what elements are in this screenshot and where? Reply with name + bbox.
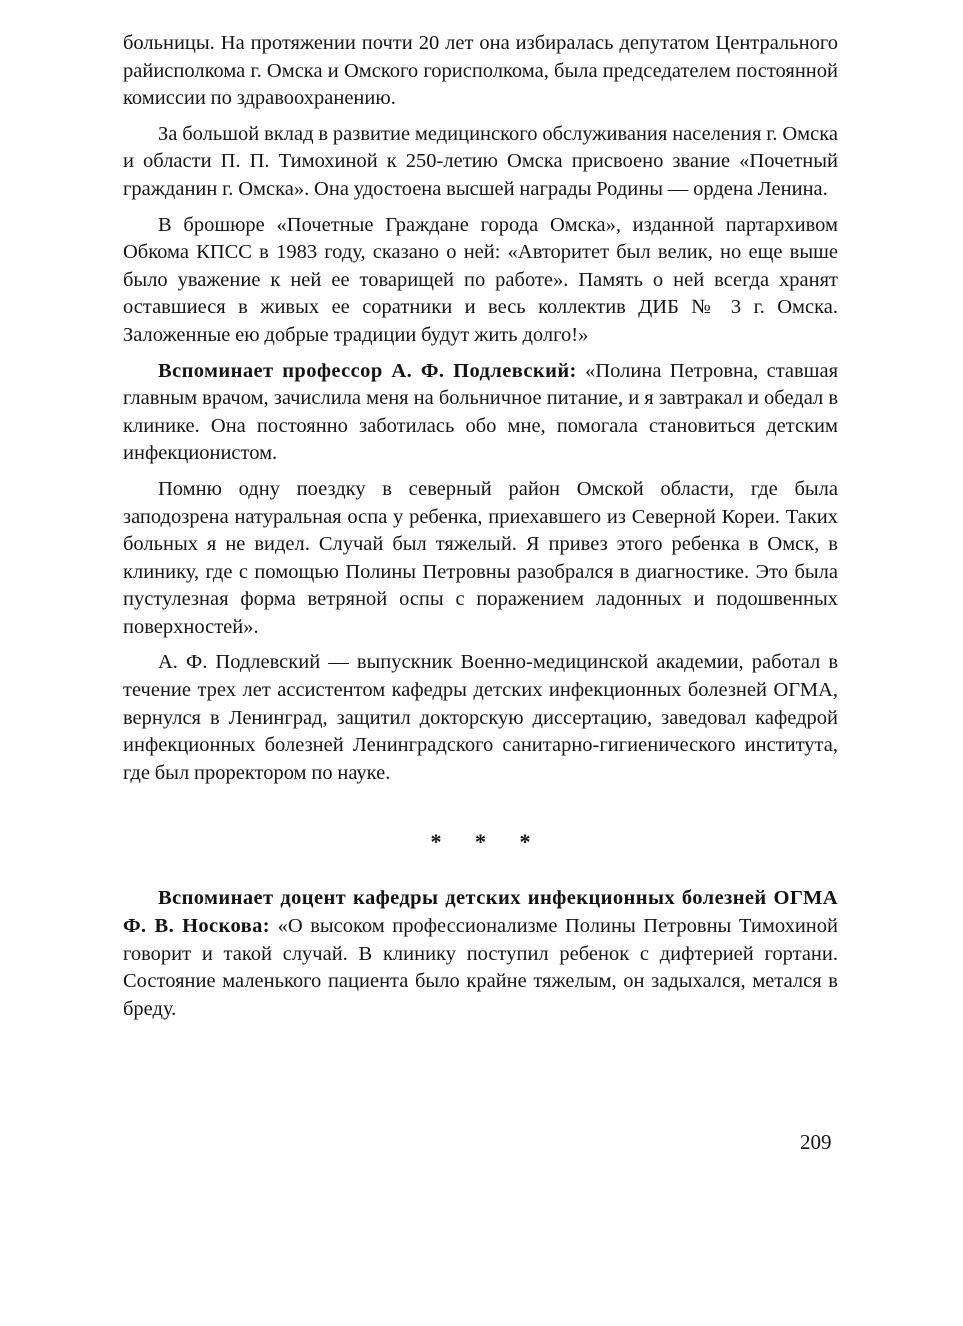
page-body xyxy=(123,30,838,1023)
section-separator: * * * xyxy=(430,829,545,855)
paragraph-7-lead: Вспоминает доцент кафедры детских инфекционных болезней ОГМА Ф. В. Носкова: xyxy=(123,887,838,938)
paragraph-5 xyxy=(123,476,838,642)
paragraph-1-text: больницы. На протяжении почти 20 лет она избиралась депутатом Центрального райисполкома г. Омска и Омского горисполкома, была председателем постоянной комиссии по здравоохранению. xyxy=(123,32,838,110)
paragraph-7-text: «О высоком профессионализме Полины Петровны Тимохиной говорит и такой случай. В клинику поступил ребенок с дифтерией гортани. Состояние маленького пациента было крайне тяжелым, он задыхался, метался в бреду. xyxy=(123,915,838,1020)
paragraph-3-text: В брошюре «Почетные Граждане города Омска», изданной партархивом Обкома КПСС в 1983 году, сказано о ней: «Авторитет был велик, но еще выше было уважение к ней ее товарищей по работе». Память о ней всегда хранят оставшиеся в живых ее соратники и весь коллектив ДИБ № 3 г. Омска. Заложенные ею добрые традиции будут жить долго!» xyxy=(123,213,838,346)
page-number: 209 xyxy=(800,1130,832,1154)
paragraph-6-text: А. Ф. Подлевский — выпускник Военно-медицинской академии, работал в течение трех лет ассистентом кафедры детских инфекционных болезней ОГМА, вернулся в Ленинград, защитил докторскую диссертацию, заведовал кафедрой инфекционных болезней Ленинградского санитарно-гигиенического института, где был проректором по науке. xyxy=(123,651,838,784)
paragraph-2-text: За большой вклад в развитие медицинского обслуживания населения г. Омска и области П. П. Тимохиной к 250-летию Омска присвоено звание «Почетный гражданин г. Омска». Она удостоена высшей награды Родины — ордена Ленина. xyxy=(123,122,838,200)
paragraph-5-text: Помню одну поездку в северный район Омской области, где была заподозрена натуральная оспа у ребенка, приехавшего из Северной Кореи. Таких больных я не видел. Случай был тяжелый. Я привез этого ребенка в Омск, в клинику, где с помощью Полины Петровны разобрался в диагностике. Это была пустулезная форма ветряной оспы с поражением ладонных и подошвенных поверхностей». xyxy=(123,477,838,638)
paragraph-4 xyxy=(123,358,838,468)
paragraph-1 xyxy=(123,30,838,113)
paragraph-4-lead: Вспоминает профессор А. Ф. Подлевский: xyxy=(158,359,577,382)
paragraph-7 xyxy=(123,885,838,1023)
paragraph-6 xyxy=(123,649,838,787)
paragraph-4-text: «Полина Петровна, ставшая главным врачом, зачислила меня на больничное питание, и я завтракал и обедал в клинике. Она постоянно заботилась обо мне, помогала становиться детским инфекционистом. xyxy=(123,359,838,465)
paragraph-2 xyxy=(123,121,838,204)
paragraph-3 xyxy=(123,212,838,350)
